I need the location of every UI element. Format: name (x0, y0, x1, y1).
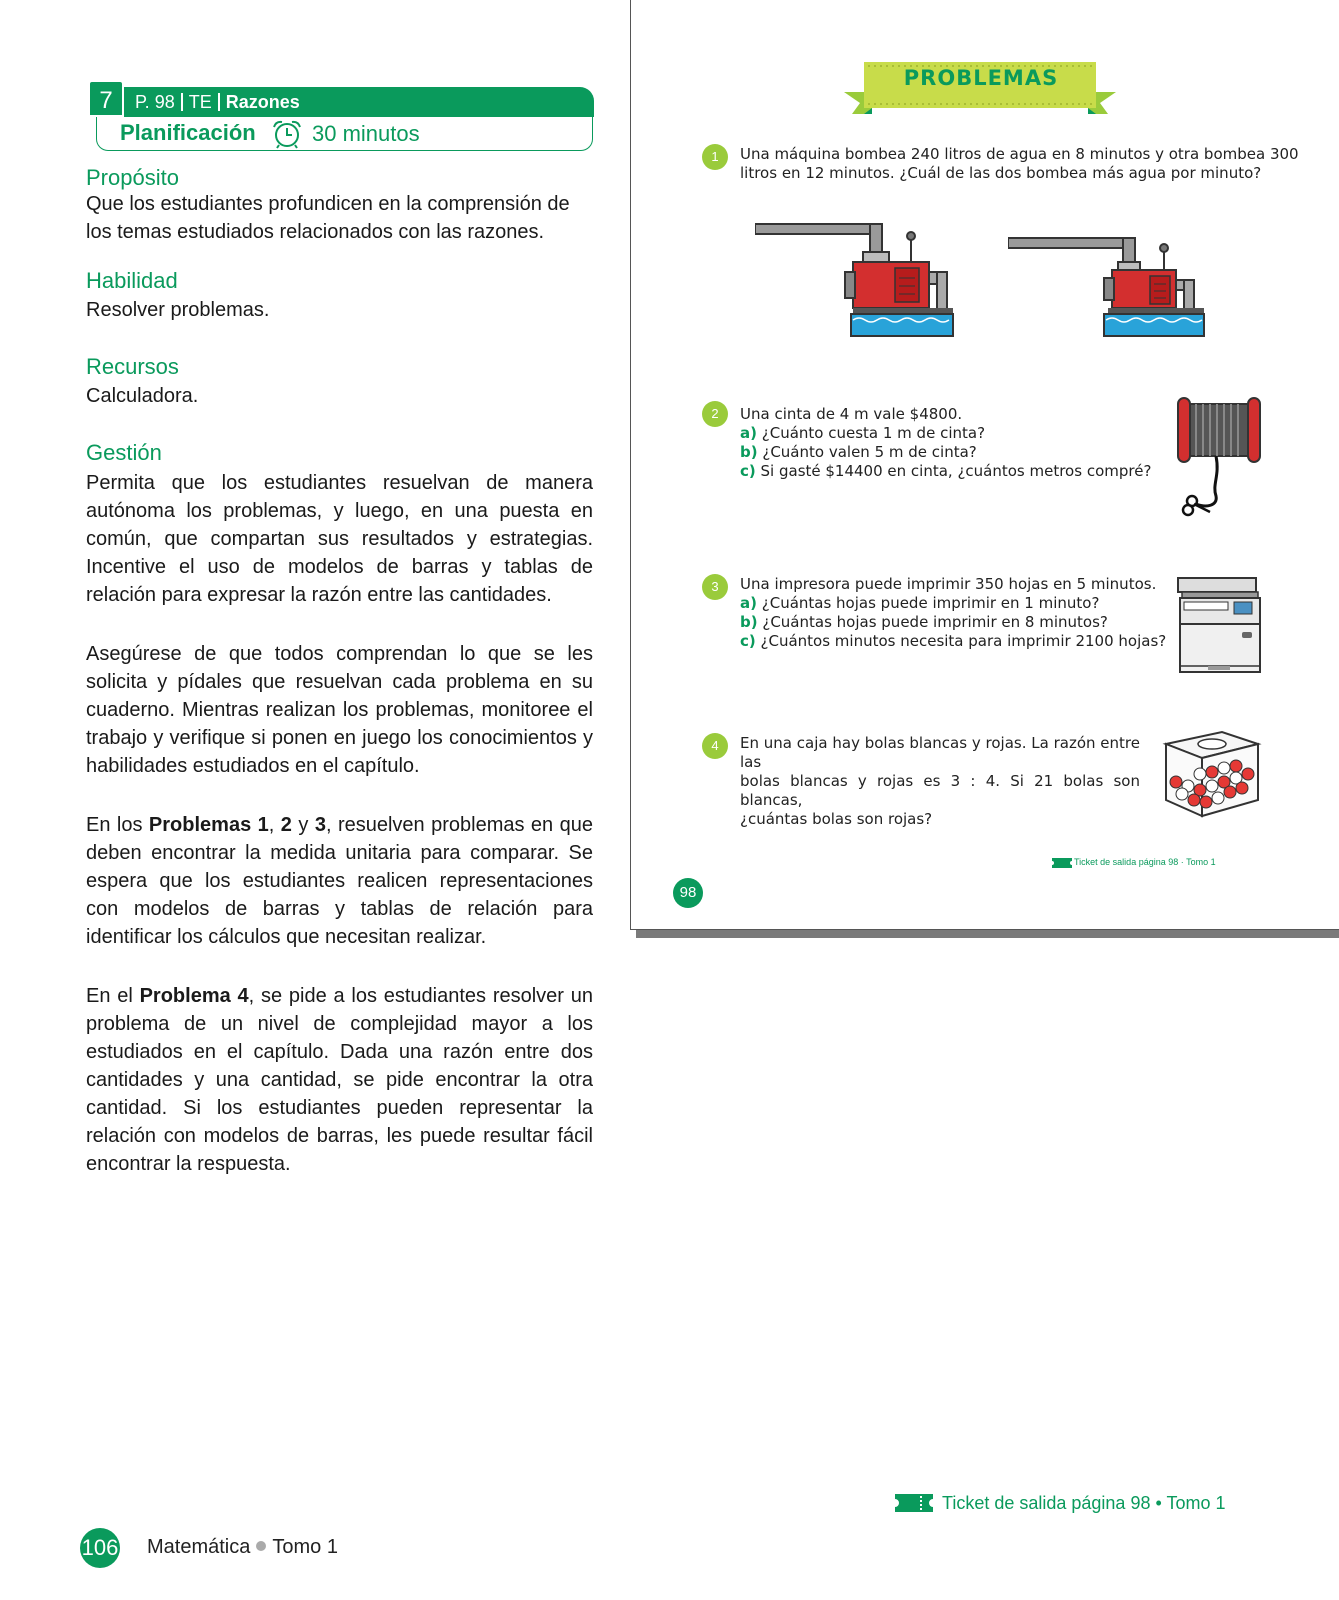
problem-2-text (740, 405, 1151, 481)
text-run: , (268, 814, 281, 836)
ticket-icon (1052, 858, 1072, 868)
subquestion-text: ¿Cuántas hojas puede imprimir en 8 minutos? (757, 613, 1108, 631)
problems-banner-label: PROBLEMAS (903, 66, 1059, 90)
lesson-header-text (135, 90, 300, 114)
page-ref: P. 98 (135, 92, 175, 112)
ball-box-illustration (1162, 730, 1262, 820)
problem-4-number: 4 (702, 733, 728, 759)
problem-1-text (740, 145, 1299, 183)
resources-body: Calculadora. (86, 385, 199, 407)
problem-ref: 3 (314, 814, 326, 836)
student-page-number: 98 (673, 878, 703, 908)
purpose-title: Propósito (86, 165, 179, 190)
text-run: , se pide a los estudiantes resolver un problema de un nivel de complejidad mayor a los estudiados en el capítulo. Dada una razón entre dos cantidades y una cantidad, se pide encontrar la otra cantidad. Si los estudiantes pueden representar la relación con modelos de barras, les puede resultar fácil encontrar la respuesta. (86, 985, 593, 1175)
problem-3-text (740, 575, 1166, 651)
problem-ref: Problema 4 (139, 985, 249, 1007)
subquestion-c (740, 632, 1166, 651)
text-run: , resuelven problemas en que deben encontrar la medida unitaria para comparar. Se espera que los estudiantes realicen representaciones con modelos de barras y tablas de relación para identificar los cálculos que necesitan realizar. (86, 814, 593, 948)
subquestion-text: ¿Cuánto valen 5 m de cinta? (757, 443, 977, 461)
planning-duration: 30 minutos (312, 121, 420, 146)
subquestion-label: a) (740, 594, 757, 612)
management-title: Gestión (86, 440, 162, 465)
topic: Razones (225, 92, 300, 112)
ticket-icon (895, 1494, 933, 1512)
text-line: Una máquina bombea 240 litros de agua en 8 minutos y otra bombea 300 (740, 145, 1299, 163)
subquestion-text: Si gasté $14400 en cinta, ¿cuántos metros compré? (755, 462, 1152, 480)
subquestion-label: b) (740, 613, 758, 631)
subquestion-label: a) (740, 424, 757, 442)
subquestion-b (740, 443, 1151, 462)
text-line: ¿cuántas bolas son rojas? (740, 810, 933, 828)
text-line: bolas blancas y rojas es 3 : 4. Si 21 bolas son blancas, (740, 772, 1140, 809)
teacher-page-number: 106 (80, 1528, 120, 1568)
text-run: En el (86, 985, 140, 1007)
alarm-clock-icon (270, 119, 304, 149)
exit-ticket-footer: Ticket de salida página 98 • Tomo 1 (942, 1493, 1226, 1513)
text-line: En una caja hay bolas blancas y rojas. La razón entre las (740, 734, 1140, 771)
problem-3-number: 3 (702, 574, 728, 600)
problem-ref: 2 (280, 814, 292, 836)
subquestion-text: ¿Cuántos minutos necesita para imprimir 2100 hojas? (755, 632, 1167, 650)
subquestion-a (740, 424, 1151, 443)
management-paragraph-3 (86, 811, 593, 951)
text-line: litros en 12 minutos. ¿Cuál de las dos bombea más agua por minuto? (740, 164, 1262, 182)
subquestion-b (740, 613, 1166, 632)
footer-book-info (147, 1536, 338, 1559)
edition: TE (188, 92, 212, 112)
book-title: Matemática (147, 1536, 251, 1558)
subquestion-c (740, 462, 1151, 481)
subquestion-text: ¿Cuánto cuesta 1 m de cinta? (756, 424, 986, 442)
problem-1-number: 1 (702, 144, 728, 170)
skill-body: Resolver problemas. (86, 299, 270, 321)
resources-title: Recursos (86, 354, 179, 379)
water-pump-illustration (755, 220, 955, 342)
text-run: y (291, 814, 315, 836)
purpose-body: Que los estudiantes profundicen en la comprensión de los temas estudiados relacionados con las razones. (86, 193, 570, 243)
subquestion-label: c) (740, 462, 756, 480)
text-line: Una cinta de 4 m vale $4800. (740, 405, 963, 423)
subquestion-label: b) (740, 443, 758, 461)
separator-dot (256, 1541, 266, 1551)
printer-illustration (1176, 576, 1262, 676)
problems-ref: Problemas 1 (148, 814, 269, 836)
volume-label: Tomo 1 (272, 1536, 338, 1558)
ribbon-spool-illustration (1176, 396, 1264, 522)
exit-ticket-note: Ticket de salida página 98 · Tomo 1 (1074, 857, 1216, 867)
text-run: En los (86, 814, 149, 836)
problem-4-text (740, 734, 1140, 829)
management-paragraph-1: Permita que los estudiantes resuelvan de manera autónoma los problemas, y luego, en una puesta en común, que compartan sus resultados y estrategias. Incentive el uso de modelos de barras y tablas de relación para expresar la razón entre las cantidades. (86, 472, 593, 606)
text-line: Una impresora puede imprimir 350 hojas en 5 minutos. (740, 575, 1157, 593)
water-pump-illustration (1008, 234, 1208, 344)
management-paragraph-2: Asegúrese de que todos comprendan lo que se les solicita y pídales que resuelvan cada problema en su cuaderno. Mientras realizan los problemas, monitoree el trabajo y verifique si ponen en juego los conocimientos y habilidades estudiados en el capítulo. (86, 643, 593, 777)
problem-2-number: 2 (702, 401, 728, 427)
subquestion-label: c) (740, 632, 756, 650)
management-paragraph-4 (86, 982, 593, 1178)
lesson-number: 7 (88, 80, 124, 117)
subquestion-a (740, 594, 1166, 613)
planning-label: Planificación (120, 120, 256, 145)
subquestion-text: ¿Cuántas hojas puede imprimir en 1 minuto? (756, 594, 1100, 612)
skill-title: Habilidad (86, 268, 178, 293)
